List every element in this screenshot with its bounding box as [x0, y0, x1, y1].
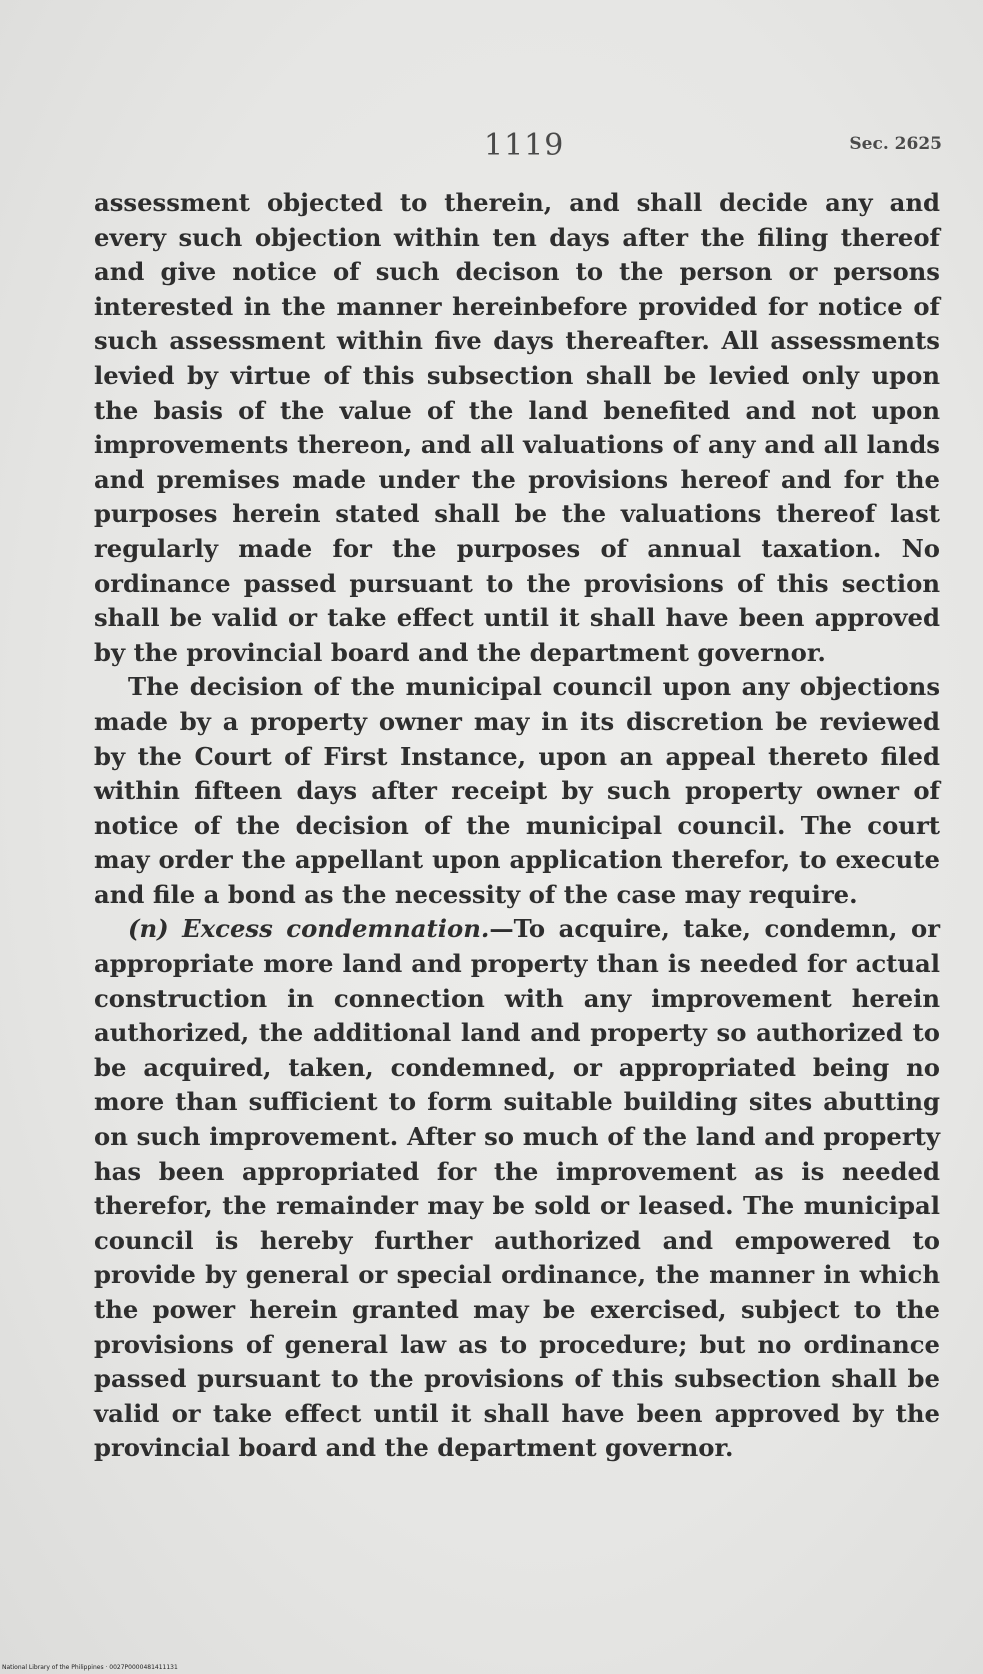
page-header: [94, 128, 942, 168]
page-number: 1119: [484, 128, 565, 163]
subsection-text: —To acquire, take, condemn, or appropriate more land and property than is needed for actual construction in connection with any improvement herein authorized, the additional land and property so authorized to be acquired, taken, condemned, or appropriated being no more than sufficient to form suitable building sites abutting on such improvement. After so much of the land and property has been appropriated for the improvement as is needed therefor, the remainder may be sold or leased. The municipal council is hereby further authorized and empowered to provide by general or special ordinance, the manner in which the power herein granted may be exercised, subject to the provisions of general law as to procedure; but no ordinance passed pursuant to the provisions of this subsection shall be valid or take effect until it shall have been approved by the provincial board and the department governor.: [94, 914, 940, 1463]
scan-footer-tag: National Library of the Philippines · 0027P0000481411131: [2, 1664, 178, 1671]
subsection-label: (n) Excess condemnation.: [128, 914, 490, 944]
paragraph-decision-review: The decision of the municipal council upon any objections made by a property owner may in its discretion be reviewed by the Court of First Instance, upon an appeal thereto filed within fifteen days after receipt by such property owner of notice of the decision of the municipal council. The court may order the appellant upon application therefor, to execute and file a bond as the necessity of the case may require.: [94, 672, 940, 909]
paragraph-assessment: assessment objected to therein, and shall decide any and every such objection within ten days after the filing thereof and give notice of such decison to the person or persons interested in the manner hereinbefore provided for notice of such assessment within five days thereafter. All assessments levied by virtue of this subsection shall be levied only upon the basis of the value of the land benefited and not upon improvements thereon, and all valuations of any and all lands and premises made under the provisions hereof and for the purposes herein stated shall be the valuations thereof last regularly made for the purposes of annual taxation. No ordinance passed pursuant to the provisions of this section shall be valid or take effect until it shall have been approved by the provincial board and the department governor.: [94, 188, 940, 667]
body-text: [94, 186, 940, 1466]
section-reference: Sec. 2625: [849, 134, 942, 154]
paragraph-excess-condemnation: [94, 912, 940, 1466]
